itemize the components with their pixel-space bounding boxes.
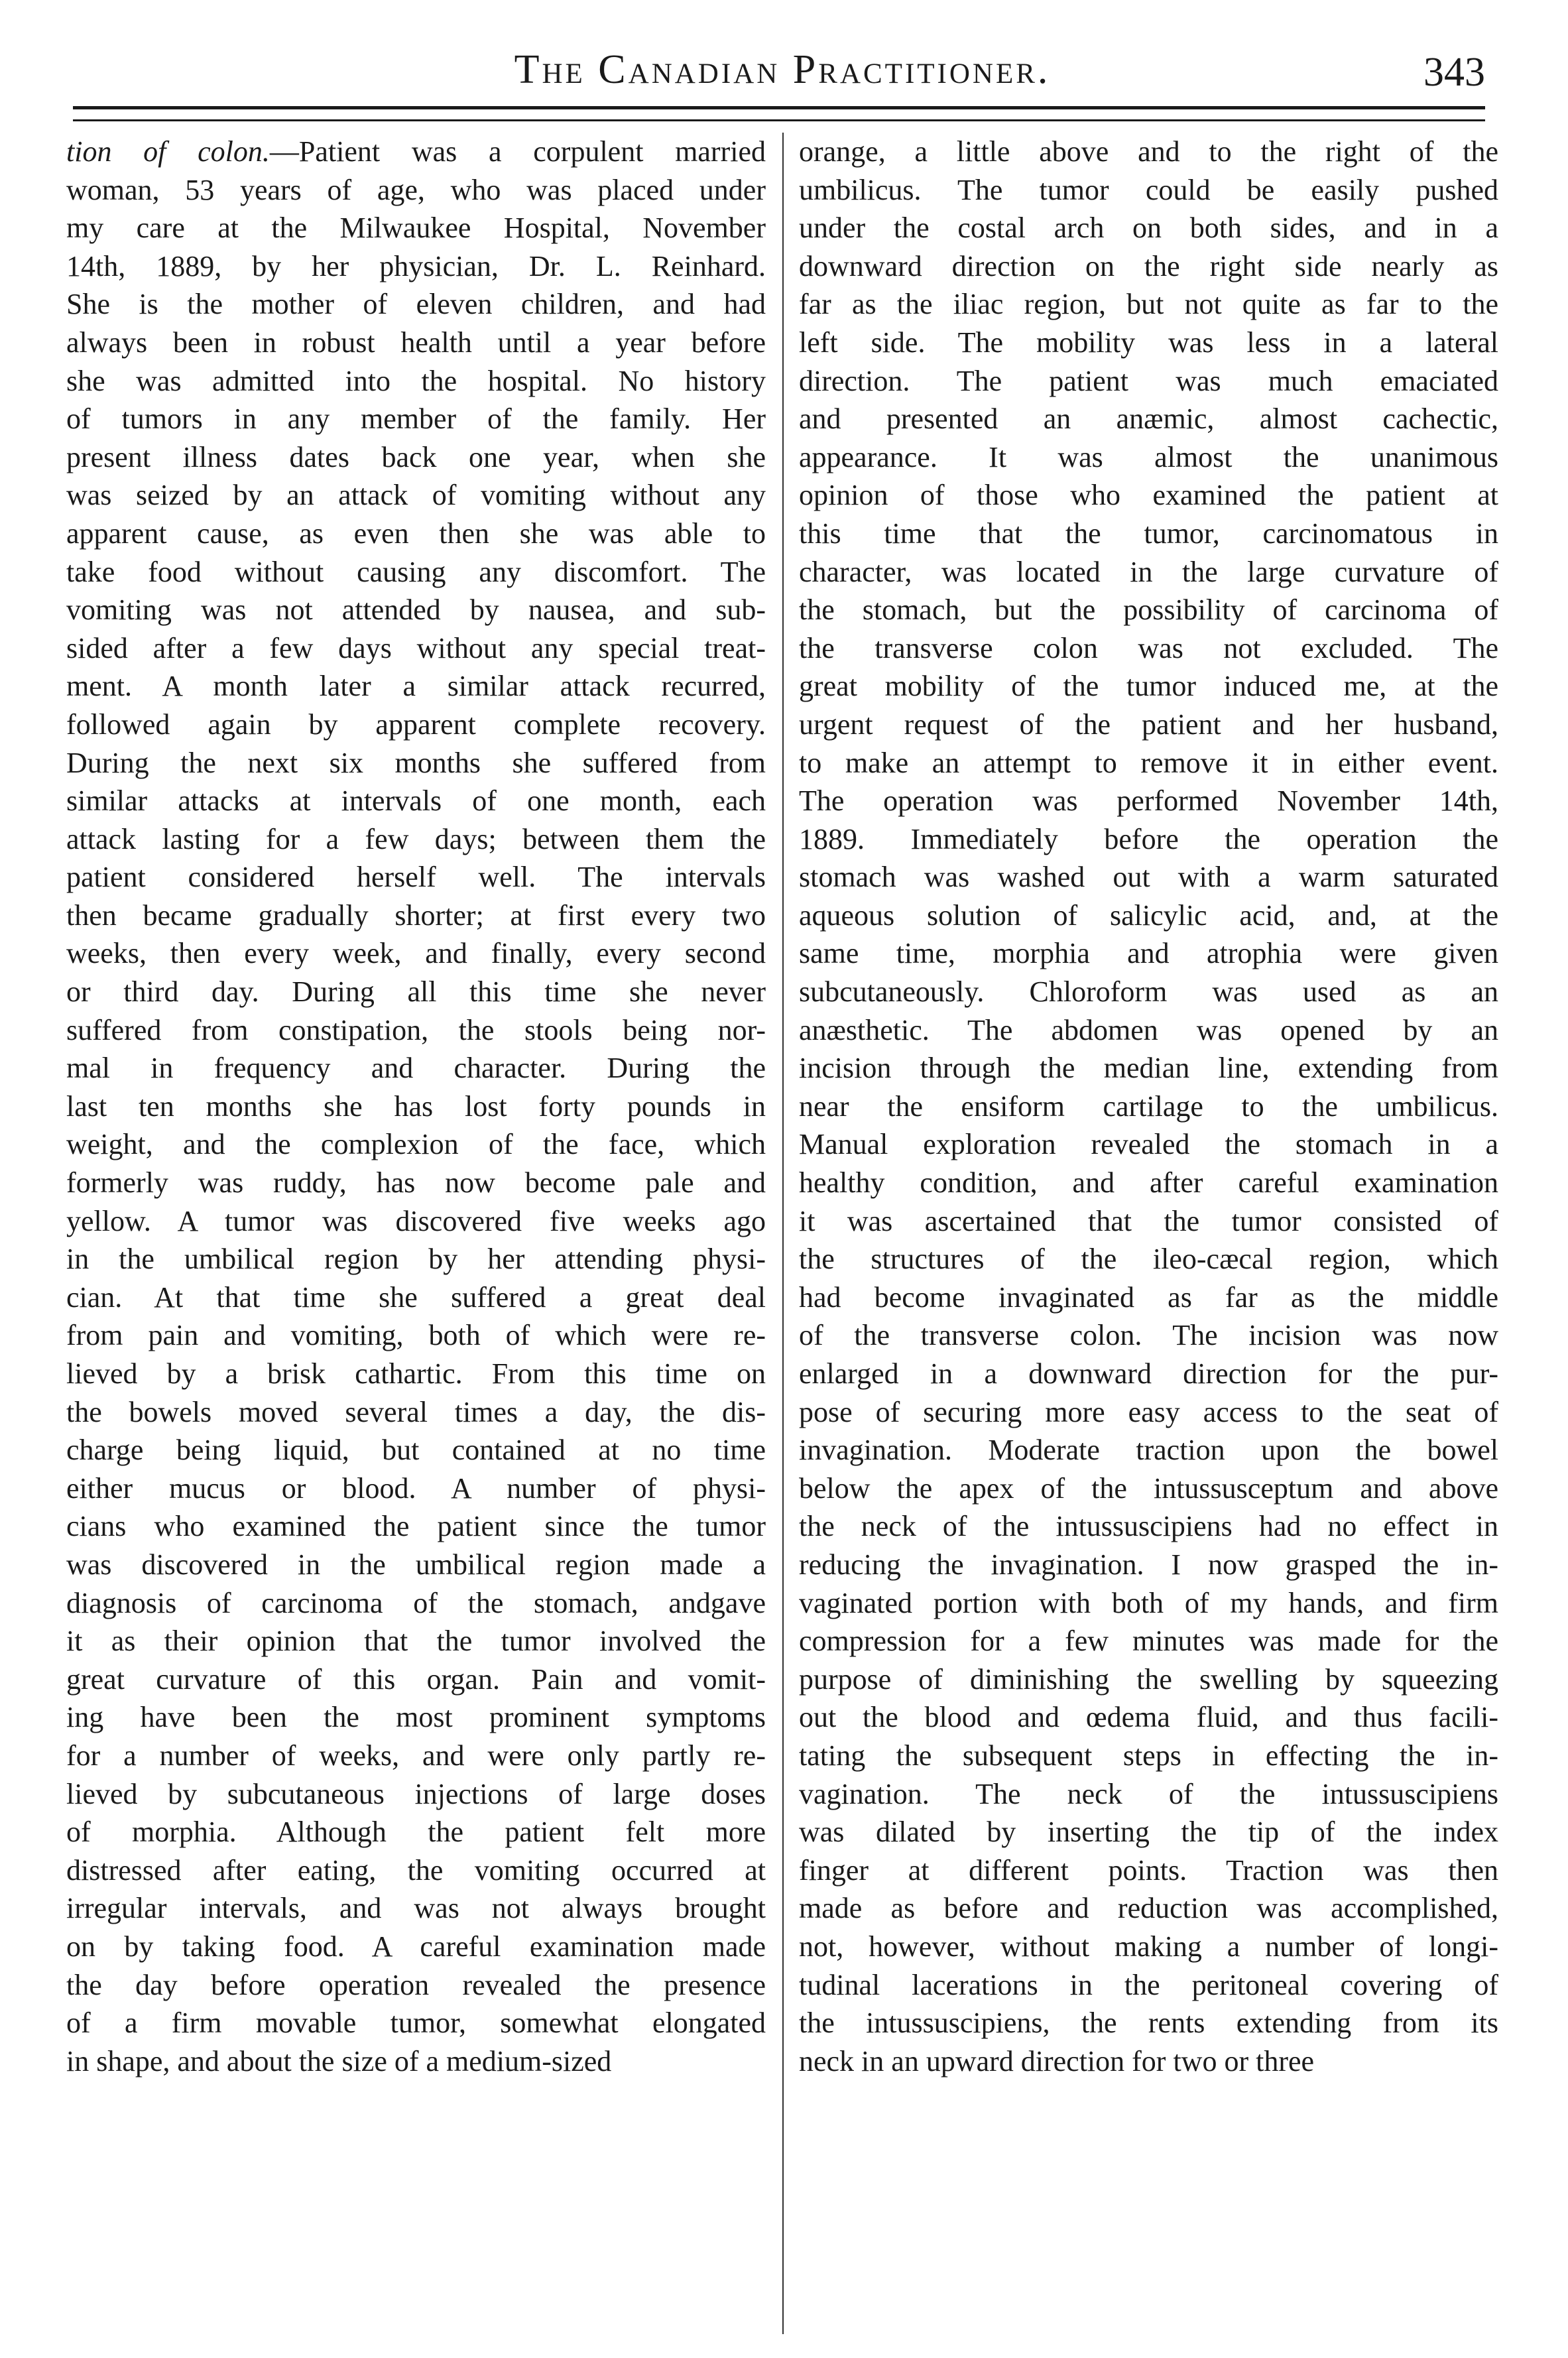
text-line: of the transverse colon. The incision was now xyxy=(799,1319,1498,1352)
text-line: She is the mother of eleven children, and had xyxy=(66,288,766,321)
text-line: always been in robust health until a year before xyxy=(66,326,766,359)
right-column xyxy=(799,133,1498,2334)
text-line: in shape, and about the size of a medium-sized xyxy=(66,2044,612,2078)
text-line: it was ascertained that the tumor consisted of xyxy=(799,1204,1498,1237)
text-line: from pain and vomiting, both of which were re- xyxy=(66,1319,766,1352)
text-line: on by taking food. A careful examination made xyxy=(66,1930,766,1963)
text-line: stomach was washed out with a warm saturated xyxy=(799,861,1498,894)
header-rule-thick xyxy=(73,106,1485,109)
text-line: orange, a little above and to the right of the xyxy=(799,135,1498,168)
text-line: near the ensiform cartilage to the umbilicus. xyxy=(799,1089,1498,1123)
text-line: reducing the invagination. I now grasped the in- xyxy=(799,1548,1498,1581)
text-line: charge being liquid, but contained at no time xyxy=(66,1434,766,1467)
text-line: Manual exploration revealed the stomach in a xyxy=(799,1128,1498,1161)
text-line: formerly was ruddy, has now become pale and xyxy=(66,1166,766,1200)
text-line: the structures of the ileo-cæcal region, which xyxy=(799,1243,1498,1276)
text-line: downward direction on the right side nearly as xyxy=(799,249,1498,282)
text-line: left side. The mobility was less in a lateral xyxy=(799,326,1498,359)
text-line: either mucus or blood. A number of physi- xyxy=(66,1471,766,1505)
text-line: character, was located in the large curvature of xyxy=(799,555,1498,588)
text-line: healthy condition, and after careful examination xyxy=(799,1166,1498,1200)
text-line: attack lasting for a few days; between them the xyxy=(66,822,766,855)
text-line: irregular intervals, and was not always brought xyxy=(66,1892,766,1925)
text-line: for a number of weeks, and were only partly re- xyxy=(66,1739,766,1772)
text-line: vaginated portion with both of my hands, and firm xyxy=(799,1586,1498,1619)
text-line: opinion of those who examined the patient at xyxy=(799,479,1498,512)
text-line: ing have been the most prominent symptoms xyxy=(66,1701,766,1734)
text-line: the bowels moved several times a day, the dis- xyxy=(66,1395,766,1428)
text-line: incision through the median line, extending from xyxy=(799,1052,1498,1085)
page-number: 343 xyxy=(1423,50,1485,95)
text-line: tudinal lacerations in the peritoneal covering of xyxy=(799,1968,1498,2001)
text-line: to make an attempt to remove it in either event. xyxy=(799,746,1498,779)
text-line: had become invaginated as far as the middle xyxy=(799,1280,1498,1314)
text-line: of tumors in any member of the family. Her xyxy=(66,403,766,436)
text-line: and presented an anæmic, almost cachectic, xyxy=(799,403,1498,436)
text-line: weeks, then every week, and finally, every second xyxy=(66,937,766,970)
text-line: compression for a few minutes was made for the xyxy=(799,1625,1498,1658)
text-line: apparent cause, as even then she was able to xyxy=(66,517,766,550)
text-line: yellow. A tumor was discovered five weeks ago xyxy=(66,1204,766,1237)
text-line: same time, morphia and atrophia were given xyxy=(799,937,1498,970)
text-line: During the next six months she suffered from xyxy=(66,746,766,779)
text-line: invagination. Moderate traction upon the bowel xyxy=(799,1434,1498,1467)
text-line xyxy=(66,133,766,171)
text-line: The operation was performed November 14th, xyxy=(799,784,1498,818)
text-line: 1889. Immediately before the operation the xyxy=(799,822,1498,855)
running-header xyxy=(80,33,1485,106)
left-column xyxy=(66,133,766,2334)
text-line: vagination. The neck of the intussuscipiens xyxy=(799,1777,1498,1810)
text-line: the intussuscipiens, the rents extending from its xyxy=(799,2007,1498,2040)
text-line: patient considered herself well. The intervals xyxy=(66,861,766,894)
text-line: the transverse colon was not excluded. The xyxy=(799,631,1498,664)
text-line: or third day. During all this time she never xyxy=(66,975,766,1009)
text-line: not, however, without making a number of longi- xyxy=(799,1930,1498,1963)
text-line: the stomach, but the possibility of carcinoma of xyxy=(799,593,1498,627)
text-line: appearance. It was almost the unanimous xyxy=(799,440,1498,473)
text-fragment: —Patient was a corpulent married xyxy=(269,135,766,168)
text-line: great mobility of the tumor induced me, at the xyxy=(799,670,1498,703)
text-line: enlarged in a downward direction for the pur- xyxy=(799,1357,1498,1390)
text-line: great curvature of this organ. Pain and vomit- xyxy=(66,1662,766,1696)
text-line: my care at the Milwaukee Hospital, November xyxy=(66,212,766,245)
text-line: under the costal arch on both sides, and in a xyxy=(799,212,1498,245)
text-line: the neck of the intussuscipiens had no effect in xyxy=(799,1510,1498,1543)
text-line: this time that the tumor, carcinomatous in xyxy=(799,517,1498,550)
text-line: was seized by an attack of vomiting without any xyxy=(66,479,766,512)
text-line: pose of securing more easy access to the seat of xyxy=(799,1395,1498,1428)
text-line: of a firm movable tumor, somewhat elongated xyxy=(66,2007,766,2040)
text-line: purpose of diminishing the swelling by squeezing xyxy=(799,1662,1498,1696)
text-line: it as their opinion that the tumor involved the xyxy=(66,1625,766,1658)
text-line: mal in frequency and character. During the xyxy=(66,1052,766,1085)
text-line: made as before and reduction was accomplished, xyxy=(799,1892,1498,1925)
text-line: 14th, 1889, by her physician, Dr. L. Reinhard. xyxy=(66,249,766,282)
text-line: distressed after eating, the vomiting occurred at xyxy=(66,1853,766,1887)
text-line: last ten months she has lost forty pounds in xyxy=(66,1089,766,1123)
text-line: neck in an upward direction for two or three xyxy=(799,2044,1315,2078)
section-title-italic: tion of colon. xyxy=(66,135,270,168)
text-line: cians who examined the patient since the tumor xyxy=(66,1510,766,1543)
column-divider xyxy=(782,133,784,2334)
text-line: subcutaneously. Chloroform was used as an xyxy=(799,975,1498,1009)
text-line: cian. At that time she suffered a great deal xyxy=(66,1280,766,1314)
text-line: sided after a few days without any special treat- xyxy=(66,631,766,664)
header-rule-thin xyxy=(73,119,1485,121)
text-line: she was admitted into the hospital. No history xyxy=(66,364,766,397)
text-line: aqueous solution of salicylic acid, and, at the xyxy=(799,899,1498,932)
text-line: ment. A month later a similar attack recurred, xyxy=(66,670,766,703)
text-line: vomiting was not attended by nausea, and sub- xyxy=(66,593,766,627)
text-line: was dilated by inserting the tip of the index xyxy=(799,1816,1498,1849)
text-line: present illness dates back one year, when she xyxy=(66,440,766,473)
text-line: tating the subsequent steps in effecting the in- xyxy=(799,1739,1498,1772)
text-line: then became gradually shorter; at first every two xyxy=(66,899,766,932)
text-line: was discovered in the umbilical region made a xyxy=(66,1548,766,1581)
text-line: out the blood and œdema fluid, and thus facili- xyxy=(799,1701,1498,1734)
text-line: take food without causing any discomfort. The xyxy=(66,555,766,588)
text-line: below the apex of the intussusceptum and above xyxy=(799,1471,1498,1505)
text-line: anæsthetic. The abdomen was opened by an xyxy=(799,1013,1498,1046)
text-line: diagnosis of carcinoma of the stomach, andgave xyxy=(66,1586,766,1619)
text-line: woman, 53 years of age, who was placed under xyxy=(66,173,766,206)
text-line: lieved by a brisk cathartic. From this time on xyxy=(66,1357,766,1390)
text-line: followed again by apparent complete recovery. xyxy=(66,708,766,741)
text-line: finger at different points. Traction was then xyxy=(799,1853,1498,1887)
text-line: of morphia. Although the patient felt more xyxy=(66,1816,766,1849)
text-line: urgent request of the patient and her husband, xyxy=(799,708,1498,741)
text-line: far as the iliac region, but not quite as far to the xyxy=(799,288,1498,321)
text-line: weight, and the complexion of the face, which xyxy=(66,1128,766,1161)
text-line: the day before operation revealed the presence xyxy=(66,1968,766,2001)
running-title: The Canadian Practitioner. xyxy=(514,47,1051,92)
text-line: in the umbilical region by her attending physi- xyxy=(66,1243,766,1276)
text-line: suffered from constipation, the stools being nor- xyxy=(66,1013,766,1046)
text-line: similar attacks at intervals of one month, each xyxy=(66,784,766,818)
text-line: umbilicus. The tumor could be easily pushed xyxy=(799,173,1498,206)
text-line: direction. The patient was much emaciated xyxy=(799,364,1498,397)
text-line: lieved by subcutaneous injections of large doses xyxy=(66,1777,766,1810)
